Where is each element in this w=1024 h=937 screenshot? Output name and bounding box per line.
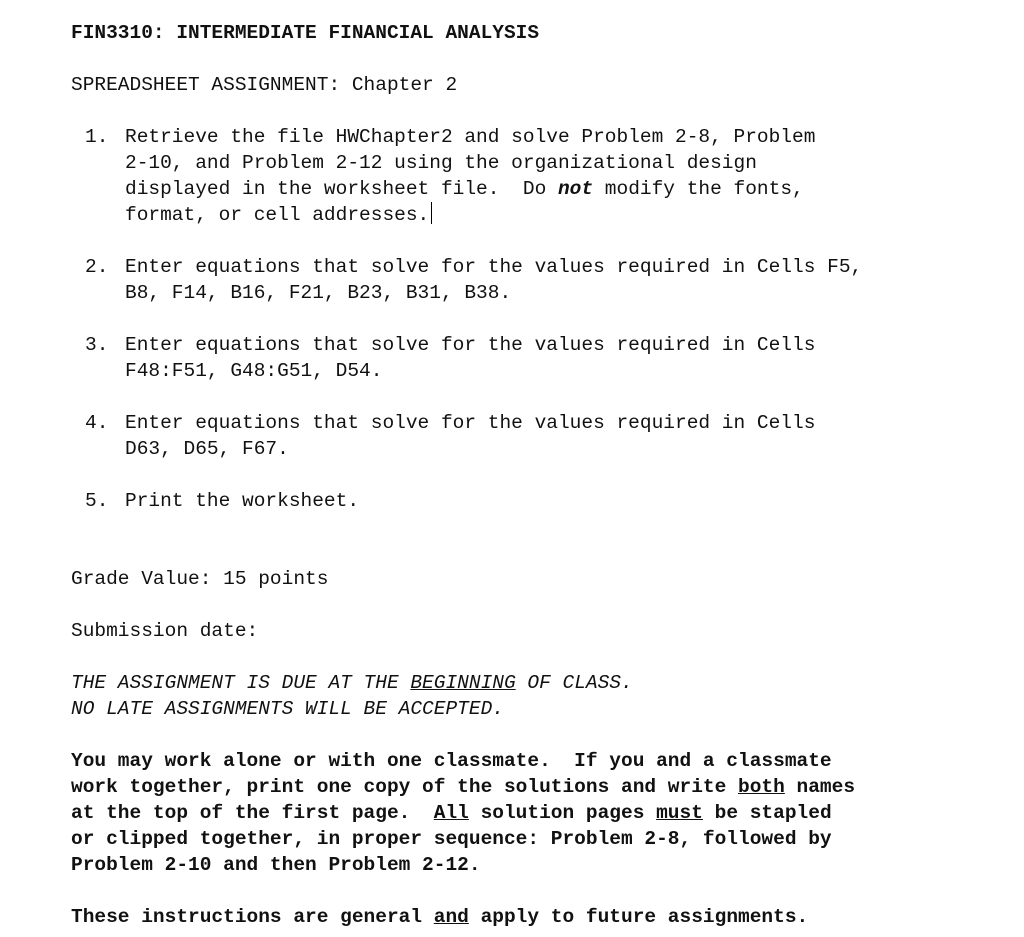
task-line [125, 176, 971, 202]
late-notice: NO LATE ASSIGNMENTS WILL BE ACCEPTED. [71, 698, 504, 720]
course-title: FIN3310: INTERMEDIATE FINANCIAL ANALYSIS [71, 22, 540, 44]
text-cursor [431, 202, 432, 224]
task-number: 2. [85, 256, 109, 278]
task-line: Enter equations that solve for the values required in Cells [125, 334, 816, 356]
paragraph-text: work together, print one copy of the solutions and write [71, 776, 739, 798]
due-text: THE ASSIGNMENT IS DUE AT THE [71, 672, 411, 694]
task-line: Enter equations that solve for the values required in Cells [125, 412, 816, 434]
task-text: modify the fonts, [593, 178, 804, 200]
task-line: B8, F14, B16, F21, B23, B31, B38. [125, 282, 512, 304]
paragraph-text: be stapled [702, 802, 832, 824]
task-item-2 [71, 254, 971, 306]
grade-value: Grade Value: 15 points [71, 568, 329, 590]
paragraph-text: names [784, 776, 856, 798]
paragraph-line: Problem 2-10 and then Problem 2-12. [71, 854, 481, 876]
spacer [71, 644, 971, 670]
general-note [71, 904, 971, 930]
underlined-word: both [738, 776, 785, 798]
task-line: F48:F51, G48:G51, D54. [125, 360, 383, 382]
task-item-5 [71, 488, 971, 514]
task-line [125, 202, 971, 228]
task-number: 5. [85, 490, 109, 512]
task-number: 3. [85, 334, 109, 356]
spacer [71, 540, 971, 566]
task-item-3 [71, 332, 971, 384]
task-line: 2-10, and Problem 2-12 using the organizational design [125, 152, 757, 174]
task-item-4 [71, 410, 971, 462]
due-underlined: BEGINNING [410, 672, 516, 694]
task-text: displayed in the worksheet file. Do [125, 178, 558, 200]
task-list [71, 124, 971, 514]
assignment-heading: SPREADSHEET ASSIGNMENT: Chapter 2 [71, 74, 458, 96]
task-line: Retrieve the file HWChapter2 and solve Problem 2-8, Problem [125, 126, 816, 148]
underlined-word: All [433, 802, 469, 824]
task-line: Print the worksheet. [125, 490, 360, 512]
task-item-1 [71, 124, 971, 228]
paragraph-line: or clipped together, in proper sequence: Problem 2-8, followed by [71, 828, 832, 850]
underlined-word: and [433, 906, 469, 928]
paragraph-line [71, 774, 971, 800]
task-text: format, or cell addresses. [125, 204, 430, 226]
paragraph-text: solution pages [468, 802, 657, 824]
note-text: apply to future assignments. [468, 906, 809, 928]
document-page [71, 20, 971, 930]
spacer [71, 592, 971, 618]
due-text: OF CLASS. [515, 672, 633, 694]
due-notice [71, 670, 971, 696]
spacer [71, 878, 971, 904]
collaboration-paragraph [71, 748, 971, 878]
note-text: These instructions are general [71, 906, 434, 928]
paragraph-line: You may work alone or with one classmate. If you and a classmate [71, 750, 832, 772]
spacer [71, 98, 971, 124]
paragraph-text: at the top of the first page. [71, 802, 434, 824]
paragraph-line [71, 800, 971, 826]
spacer [71, 722, 971, 748]
emphasis-text: not [557, 178, 594, 200]
submission-date: Submission date: [71, 620, 259, 642]
task-line: D63, D65, F67. [125, 438, 289, 460]
spacer [71, 46, 971, 72]
task-line: Enter equations that solve for the values required in Cells F5, [125, 256, 863, 278]
task-number: 4. [85, 412, 109, 434]
task-number: 1. [85, 126, 109, 148]
underlined-word: must [656, 802, 703, 824]
